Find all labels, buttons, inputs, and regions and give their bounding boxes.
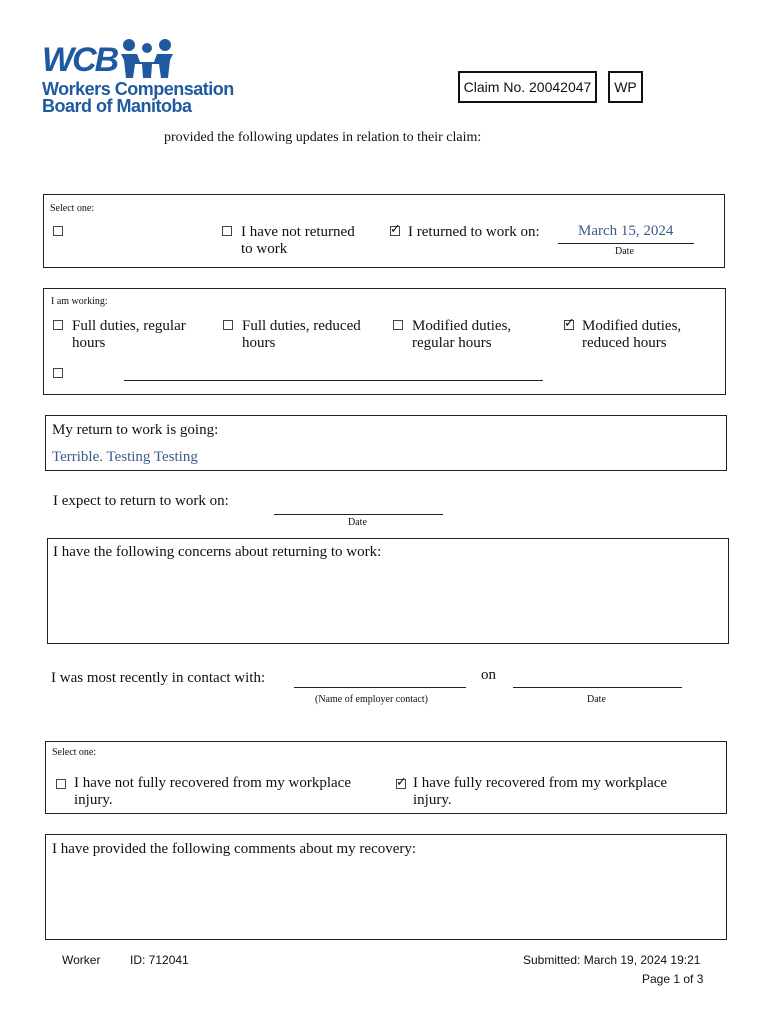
- recovered-label-1: I have fully recovered from my workplace: [413, 775, 668, 791]
- return-date-value[interactable]: March 15, 2024: [578, 223, 674, 239]
- not-returned-checkbox[interactable]: [222, 226, 232, 236]
- full-regular-label-2: hours: [72, 335, 106, 351]
- not-returned-label-2: to work: [241, 241, 288, 257]
- claim-number-box: [458, 71, 597, 103]
- not-recovered-label-2: injury.: [74, 792, 113, 808]
- contact-date-line[interactable]: [513, 687, 682, 688]
- expect-return-label: I expect to return to work on:: [53, 493, 229, 509]
- logo-line1: Workers Compensation: [42, 79, 234, 99]
- section-title: Select one:: [52, 747, 97, 758]
- expect-date-caption: Date: [348, 517, 367, 528]
- modified-reduced-label-2: reduced hours: [582, 335, 667, 351]
- return-date-caption: Date: [615, 246, 634, 257]
- concerns-section[interactable]: [47, 538, 729, 644]
- other-checkbox[interactable]: [53, 368, 63, 378]
- intro-text: provided the following updates in relation to their claim:: [164, 130, 482, 145]
- wcb-logo: [42, 38, 252, 118]
- return-progress-section: [45, 415, 727, 471]
- logo-line2: Board of Manitoba: [42, 96, 192, 116]
- recovery-status-section: [45, 741, 727, 814]
- recovered-checkbox[interactable]: [396, 779, 406, 789]
- return-status-section: [43, 194, 725, 268]
- footer-page: Page 1 of 3: [642, 972, 704, 986]
- contact-on-label: on: [481, 667, 496, 683]
- modified-reduced-checkbox[interactable]: [564, 320, 574, 330]
- logo-people-icon: [118, 38, 176, 80]
- logo-acronym: WCB: [42, 41, 118, 79]
- comments-section[interactable]: [45, 834, 727, 940]
- section-title: My return to work is going:: [52, 422, 219, 438]
- full-reduced-label-1: Full duties, reduced: [242, 318, 361, 334]
- modified-regular-label-2: regular hours: [412, 335, 492, 351]
- claim-number: Claim No. 20042047: [463, 79, 592, 95]
- footer-submitted: Submitted: March 19, 2024 19:21: [523, 953, 701, 967]
- returned-label: I returned to work on:: [408, 224, 540, 240]
- return-date-line: [558, 243, 694, 244]
- footer-worker: Worker: [62, 953, 101, 967]
- full-reduced-checkbox[interactable]: [223, 320, 233, 330]
- expect-date-line[interactable]: [274, 514, 443, 515]
- modified-reduced-label-1: Modified duties,: [582, 318, 682, 334]
- contact-name-caption: (Name of employer contact): [315, 694, 429, 705]
- footer-id: ID: 712041: [130, 953, 189, 967]
- other-input-line[interactable]: [124, 380, 543, 381]
- section-title: I have provided the following comments about my recovery:: [52, 841, 417, 857]
- section-title: I have the following concerns about returning to work:: [53, 544, 382, 560]
- full-regular-label-1: Full duties, regular: [72, 318, 186, 334]
- not-recovered-label-1: I have not fully recovered from my workplace: [74, 775, 351, 791]
- modified-regular-label-1: Modified duties,: [412, 318, 512, 334]
- section-title: I am working:: [51, 296, 108, 307]
- contact-label: I was most recently in contact with:: [51, 670, 266, 686]
- modified-regular-checkbox[interactable]: [393, 320, 403, 330]
- section-title: Select one:: [50, 203, 95, 214]
- returned-checkbox[interactable]: [390, 226, 400, 236]
- contact-name-line[interactable]: [294, 687, 466, 688]
- not-returned-label-1: I have not returned: [241, 224, 355, 240]
- claim-code-box: [608, 71, 643, 103]
- claim-code: WP: [614, 79, 637, 95]
- working-status-section: [43, 288, 726, 395]
- recovered-label-2: injury.: [413, 792, 452, 808]
- full-regular-checkbox[interactable]: [53, 320, 63, 330]
- return-progress-answer[interactable]: Terrible. Testing Testing: [52, 449, 198, 465]
- contact-date-caption: Date: [587, 694, 606, 705]
- full-reduced-label-2: hours: [242, 335, 276, 351]
- option-blank-checkbox[interactable]: [53, 226, 63, 236]
- not-recovered-checkbox[interactable]: [56, 779, 66, 789]
